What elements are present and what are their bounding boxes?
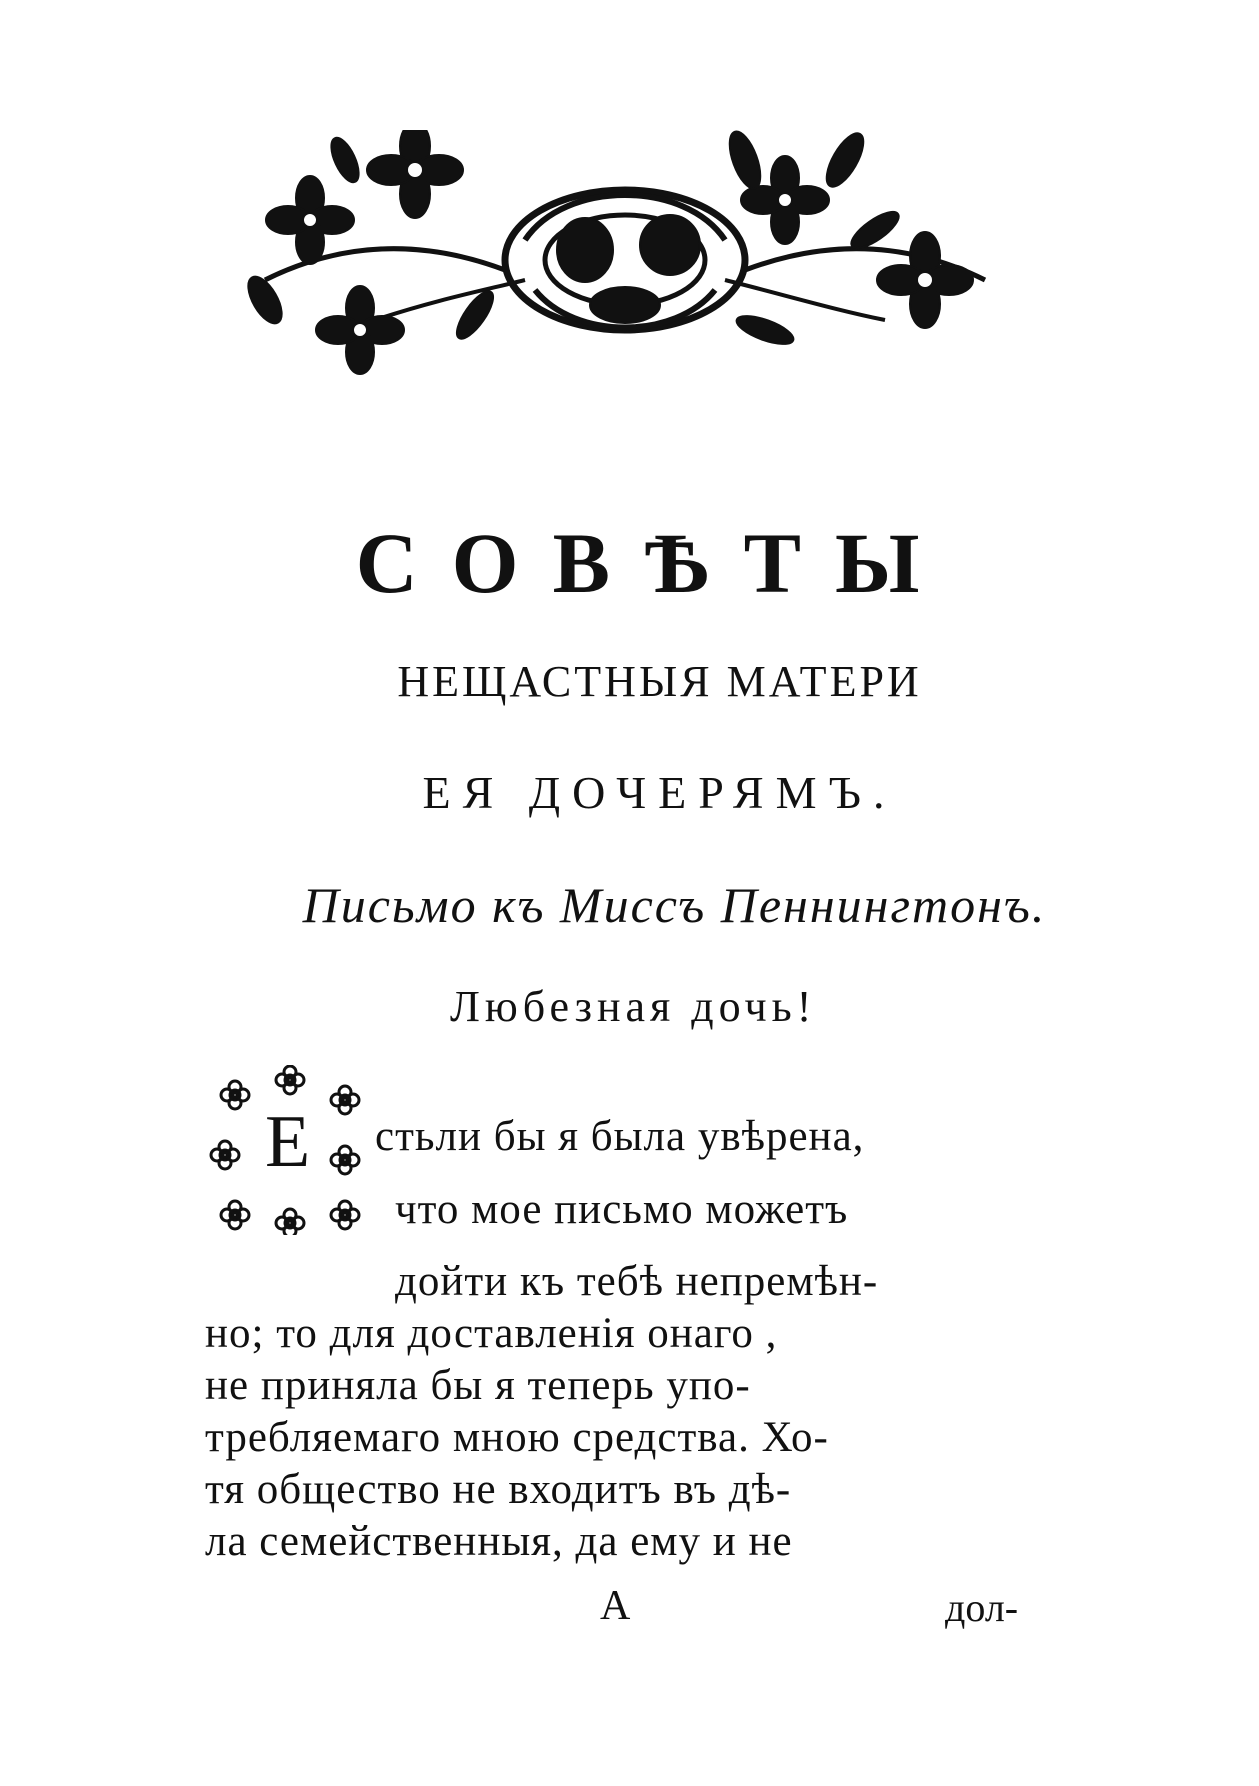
subtitle-dedication: ЕЯ ДОЧЕРЯМЪ. xyxy=(422,767,897,818)
body-line: дойти къ тебѣ непремѣн- xyxy=(395,1258,879,1305)
body-line: что мое письмо можетъ xyxy=(395,1186,849,1233)
page-title: СОВѢТЫ xyxy=(355,515,954,611)
salutation: Любезная дочь! xyxy=(450,982,817,1031)
body-line: но; то для доставленія онаго , xyxy=(205,1310,778,1357)
letter-heading: Письмо къ Миссъ Пеннингтонъ. xyxy=(302,877,1047,933)
catchword: дол- xyxy=(945,1585,1019,1630)
signature-mark: A xyxy=(600,1583,631,1629)
subtitle: НЕЩАСТНЫЯ МАТЕРИ xyxy=(397,657,922,706)
drop-cap-block xyxy=(205,1065,375,1235)
body-line: тя общество не входитъ въ дѣ- xyxy=(205,1466,792,1513)
drop-cap-letter: Е xyxy=(265,1101,311,1183)
floral-ornament-headpiece xyxy=(225,130,1025,410)
body-line: ла семейственныя, да ему и не xyxy=(205,1518,793,1565)
body-line: не приняла бы я теперь упо- xyxy=(205,1362,751,1409)
body-line: требляемаго мною средства. Хо- xyxy=(205,1414,829,1461)
body-line: стьли бы я была увѣрена, xyxy=(375,1113,865,1160)
